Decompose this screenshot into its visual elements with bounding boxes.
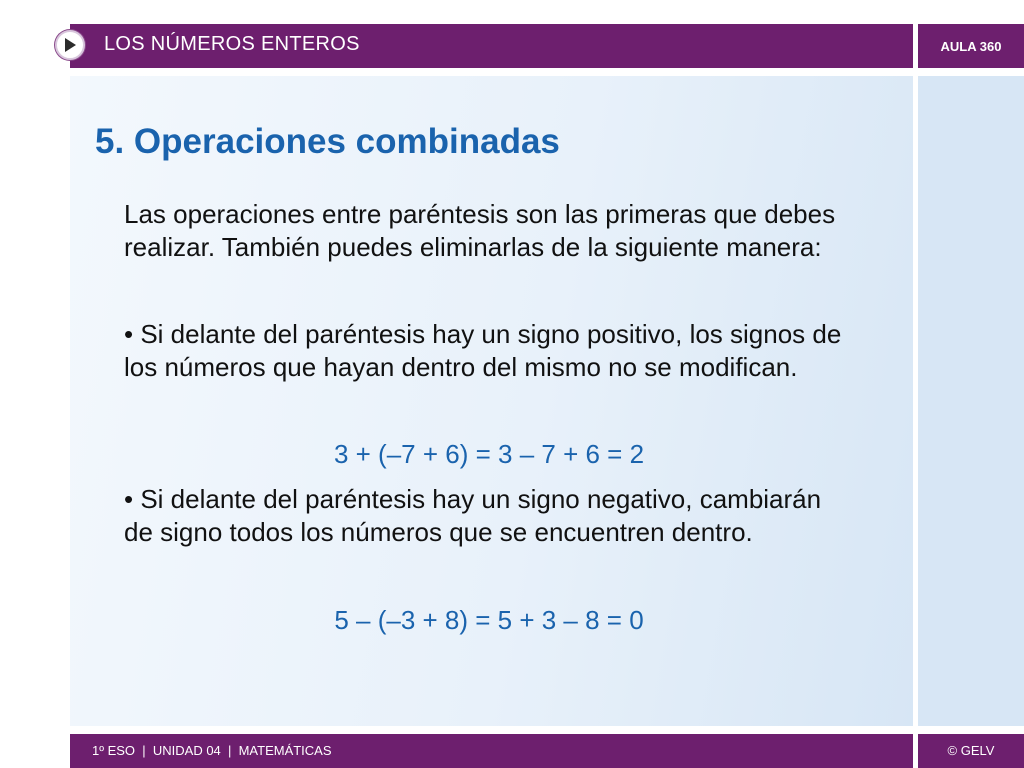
paragraph-intro: Las operaciones entre paréntesis son las primeras que debes realizar. También puedes eliminarlas de la siguiente manera: <box>124 199 836 262</box>
paragraph-positive-rule: • Si delante del paréntesis hay un signo positivo, los signos de los números que hayan dentro del mismo no se modifican. <box>124 319 842 382</box>
equation-positive-example: 3 + (–7 + 6) = 3 – 7 + 6 = 2 <box>333 439 645 469</box>
footer-course-info: 1º ESO | UNIDAD 04 | MATEMÁTICAS <box>92 743 332 758</box>
left-margin <box>0 0 70 768</box>
footer-copyright: © GELV <box>947 743 995 758</box>
paragraph-negative-rule: • Si delante del paréntesis hay un signo negativo, cambiarán de signo todos los números que se encuentren dentro. <box>124 484 822 547</box>
play-icon[interactable] <box>55 30 85 60</box>
side-panel <box>918 76 1024 726</box>
header-title: LOS NÚMEROS ENTEROS <box>104 33 360 55</box>
equation-negative-example: 5 – (–3 + 8) = 5 + 3 – 8 = 0 <box>334 605 644 635</box>
page-title: 5. Operaciones combinadas <box>95 122 560 161</box>
header-badge: AULA 360 <box>940 39 1002 54</box>
